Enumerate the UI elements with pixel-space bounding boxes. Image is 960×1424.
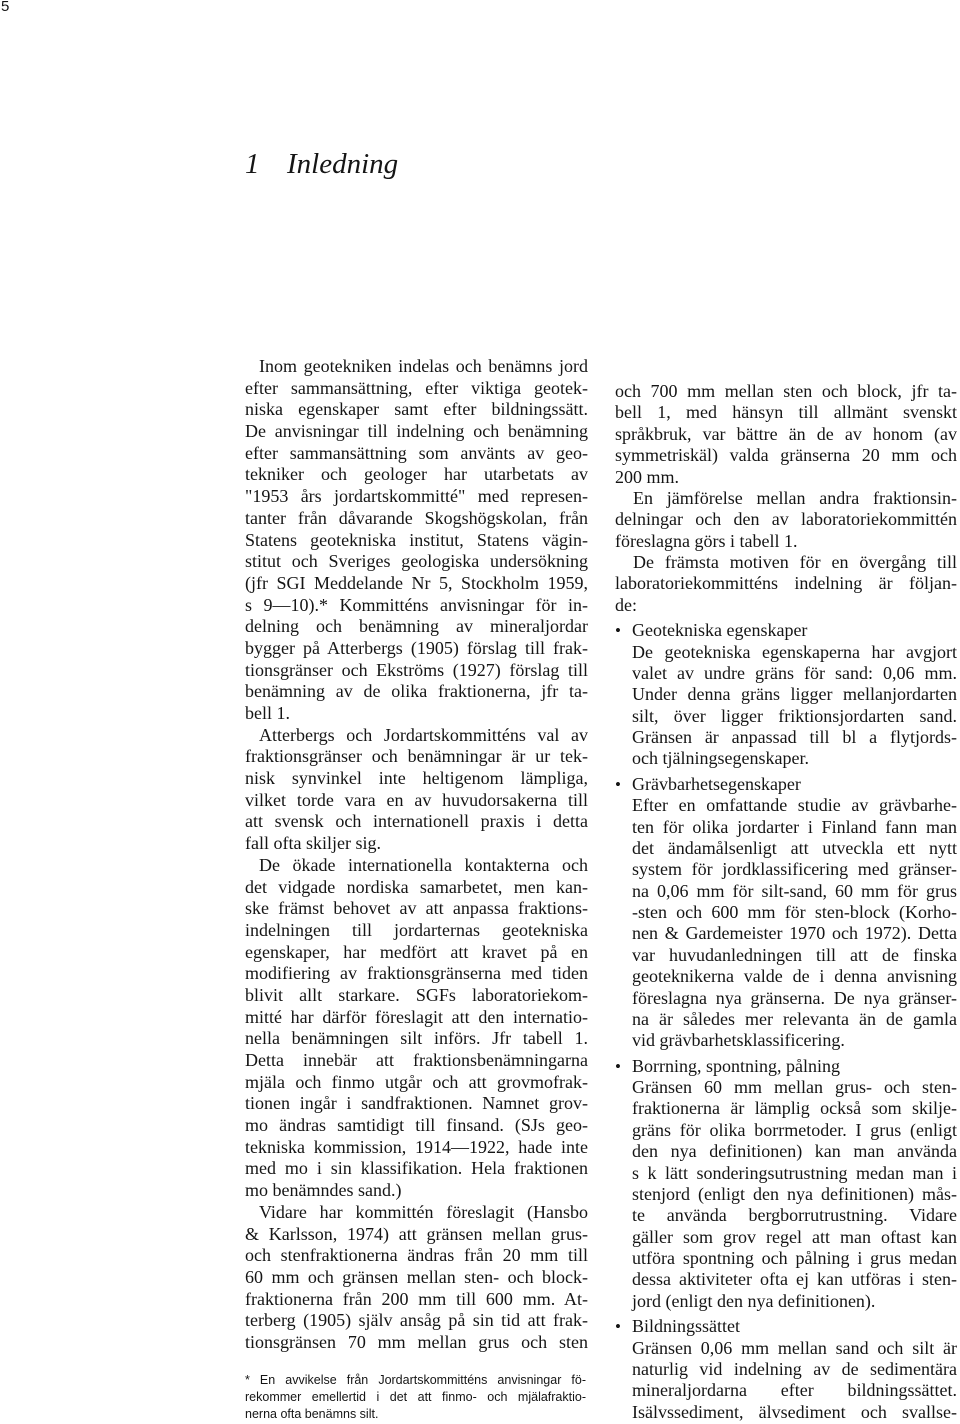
bullet-dot: • [615,1317,621,1337]
text-line: tekniska kommission, 1914—1922, hade inte [245,1136,588,1157]
paragraph [245,1202,588,1354]
text-line: De anvisningar till indelning och benämning [245,421,588,442]
bullet-item [615,620,957,770]
chapter-title: Inledning [287,148,399,180]
text-line: delning och benämning av mineraljordar [245,616,588,637]
text-line: Statens geotekniska institut, Statens vägin- [245,529,588,550]
chapter-number: 1 [245,148,260,180]
text-line: föreslagna görs i tabell 1. [615,530,798,551]
page-number: 5 [1,0,10,15]
text-line: Isälvssediment, älvsediment och svallse- [632,1401,957,1422]
text-line: och 700 mm mellan sten och block, jfr ta- [615,381,957,401]
text-line: fraktionsgränser och benämningar är ur tek- [245,746,588,767]
text-line: fall ofta skiljer sig. [245,833,381,854]
text-line: efter sammansättning, efter viktiga geotek- [245,377,588,398]
text-line: 60 mm och gränsen mellan sten- och block- [245,1266,588,1287]
text-line: att svensk och internationell praxis i detta [245,811,588,832]
text-line: bygger på Atterbergs (1905) förslag till frak- [245,637,588,658]
bullet-title: Geotekniska egenskaper [632,620,808,641]
text-line: Vidare har kommittén föreslagit (Hansbo [259,1201,588,1222]
text-line: na är således mer relevanta än de gamla [632,1008,957,1029]
paragraph [245,725,588,855]
text-line: de: [615,594,637,615]
text-line: bell 1. [245,703,290,723]
text-line: stitut och Sveriges geologiska undersökning [245,551,588,572]
text-line: "1953 års jordartskommitté" med represen- [245,486,588,507]
text-line: De främsta motiven för en övergång till [633,552,957,572]
text-line: valet av undre gräns för sand: 0,06 mm. [632,662,957,683]
text-line: naturlig vid indelning av de sedimentära [632,1358,957,1379]
text-line: nen & Gardemeister 1970 och 1972). Detta [632,923,957,944]
text-line: Under denna gräns ligger mellanjordarten [632,684,957,705]
text-line: te använda bergborrutrustning. Vidare [632,1205,957,1226]
text-line: nisk synvinkel inte heltigenom lämpliga, [245,768,588,789]
text-line: ten för olika jordarter i Finland fann man [632,816,957,837]
text-line: delningar och den av laboratoriekommittén [615,509,957,530]
bullet-dot: • [615,774,621,794]
bullet-dot: • [615,621,621,641]
text-line: var huvudanledningen till att de finska [632,944,957,965]
text-line: blivit allt starkare. SGFs laboratoriekom- [245,984,588,1005]
chapter-heading [245,150,545,179]
text-line: symmetriskäl) valda gränserna 20 mm och [615,445,957,466]
text-line: dessa aktiviteter ofta ej kan utföras i sten- [632,1269,957,1290]
text-line: geoteknikerna valde de i denna anvisning [632,966,957,987]
text-line: niska egenskaper samt efter bildningssätt. [245,399,588,420]
text-line: modifiering av fraktionsgränserna med tiden [245,963,588,984]
bullet-dot: • [615,1056,621,1076]
text-line: jord (enligt den nya definitionen). [632,1290,876,1311]
text-line: laboratoriekommitténs indelning är följan- [615,573,957,594]
text-line: Inom geotekniken indelas och benämns jord [259,356,588,376]
bullet-title: Grävbarhetsegenskaper [632,773,801,794]
text-line: benämning av de olika fraktionerna, jfr ta- [245,681,588,702]
text-line: tionen ingår i sandfraktionen. Namnet grov- [245,1093,588,1114]
text-line: silt, över ligger friktionsjordarten sand. [632,705,957,726]
bullet-title: Borrning, spontning, pålning [632,1055,840,1076]
text-line: det vidgade nordiska samarbetet, men kan- [245,876,588,897]
paragraph [615,381,957,488]
text-line: Gränsen är anpassad till bl a flytjords- [632,727,957,747]
text-line: tionsgränsen 70 mm mellan grus och sten [245,1331,588,1352]
text-line: det ändamålsenligt att utveckla ett nytt [632,837,957,858]
text-line: fraktionerna från 200 mm till 600 mm. At- [245,1288,588,1309]
text-line: s 9—10).* Kommitténs anvisningar för in- [245,594,588,615]
text-line: tanter från dåvarande Skogshögskolan, från [245,507,588,528]
text-line: Gränsen 0,06 mm mellan sand och silt är [632,1337,957,1358]
paragraph [615,488,957,552]
text-line: Detta innebär att fraktionsbenämningarna [245,1050,588,1070]
text-line: gäller som grov regel att man oftast kan [632,1226,957,1247]
text-line: indelningen till jordarternas geotekniska [245,919,588,940]
left-column [245,356,588,1354]
text-line: terberg (1905) själv ansåg på sin tid att frak- [245,1310,588,1331]
bullet-item [615,774,957,1052]
text-line: utföra spontning och pålning i grus medan [632,1248,957,1268]
text-line: rekommer emellertid i det att finmo- och mjälafraktio- [245,1390,586,1404]
footnote [245,1372,586,1423]
bullet-title: Bildningssättet [632,1316,740,1337]
text-line: tionsgränser och Ekströms (1927) förslag till [245,659,588,680]
text-line: De ökade internationella kontakterna och [259,854,588,875]
text-line: tekniker och geologer har utarbetats av [245,464,588,485]
text-line: & Karlsson, 1974) att gränsen mellan grus- [245,1223,588,1244]
text-line: vid grävbarhetsklassificering. [632,1030,845,1051]
text-line: mo benämndes sand.) [245,1180,402,1201]
text-line: fraktionerna är lämplig också som skilje- [632,1098,957,1119]
text-line: egenskaper, har medfört att kravet på en [245,941,588,962]
right-column [615,381,957,1423]
right-column-paragraphs [615,381,957,616]
paragraph [245,855,588,1202]
text-line: De geotekniska egenskaperna har avgjort [632,641,957,662]
text-line: na 0,06 mm för silt-sand, 60 mm för grus [632,880,957,901]
text-line: mitté har därför föreslagit att den internatio- [245,1006,588,1027]
bullet-item [615,1056,957,1313]
text-line: och stenfraktionerna ändras från 20 mm till [245,1245,588,1266]
text-line: En jämförelse mellan andra fraktionsin- [633,487,957,508]
text-line: bell 1, med hänsyn till allmänt svenskt [615,402,957,423]
text-line: gräns för olika borrmetoder. I grus (enligt [632,1119,957,1140]
text-line: Atterbergs och Jordartskommitténs val av [259,724,588,745]
text-line: nella benämningen silt införs. Jfr tabell 1. [245,1028,588,1049]
text-line: (jfr SGI Meddelande Nr 5, Stockholm 1959, [245,572,588,593]
text-line: nerna ofta benämns silt. [245,1407,379,1421]
paragraph [615,552,957,616]
text-line: s k lätt sonderingsutrustning medan man i [632,1162,957,1183]
bullet-item [615,1316,957,1423]
text-line: Gränsen 60 mm mellan grus- och sten- [632,1077,957,1097]
text-line: och tjälningsegenskaper. [632,748,809,769]
text-line: mineraljordarna efter bildningssättet. [632,1380,957,1401]
text-line: stenjord (enligt den nya definitionen) mås- [632,1183,957,1204]
text-line: * En avvikelse från Jordartskommitténs anvisningar fö- [245,1373,586,1387]
paragraph [245,356,588,725]
text-line: den nya definitionen) kan man använda [632,1141,957,1162]
text-line: språkbruk, var bättre än de av honom (av [615,423,957,444]
text-line: mjäla och finmo utgår och att grovmofrak- [245,1071,588,1092]
text-line: efter sammansättning som använts av geo- [245,442,588,463]
text-line: föreslagna nya gränserna. De nya gränser- [632,987,957,1008]
bullet-list [615,620,957,1423]
text-line: ske främst behovet av att anpassa fraktions- [245,898,588,919]
text-line: -sten och 600 mm för sten-block (Korho- [632,902,957,922]
text-line: vilket torde vara en av huvudorsakerna till [245,789,588,810]
text-line: med mo i sin klassifikation. Hela fraktionen [245,1158,588,1179]
text-line: Efter en omfattande studie av grävbarhe- [632,795,957,816]
text-line: mo ändras samtidigt till finsand. (SJs geo- [245,1115,588,1136]
text-line: system för jordklassificering med gränser- [632,859,957,880]
text-line: 200 mm. [615,466,680,487]
